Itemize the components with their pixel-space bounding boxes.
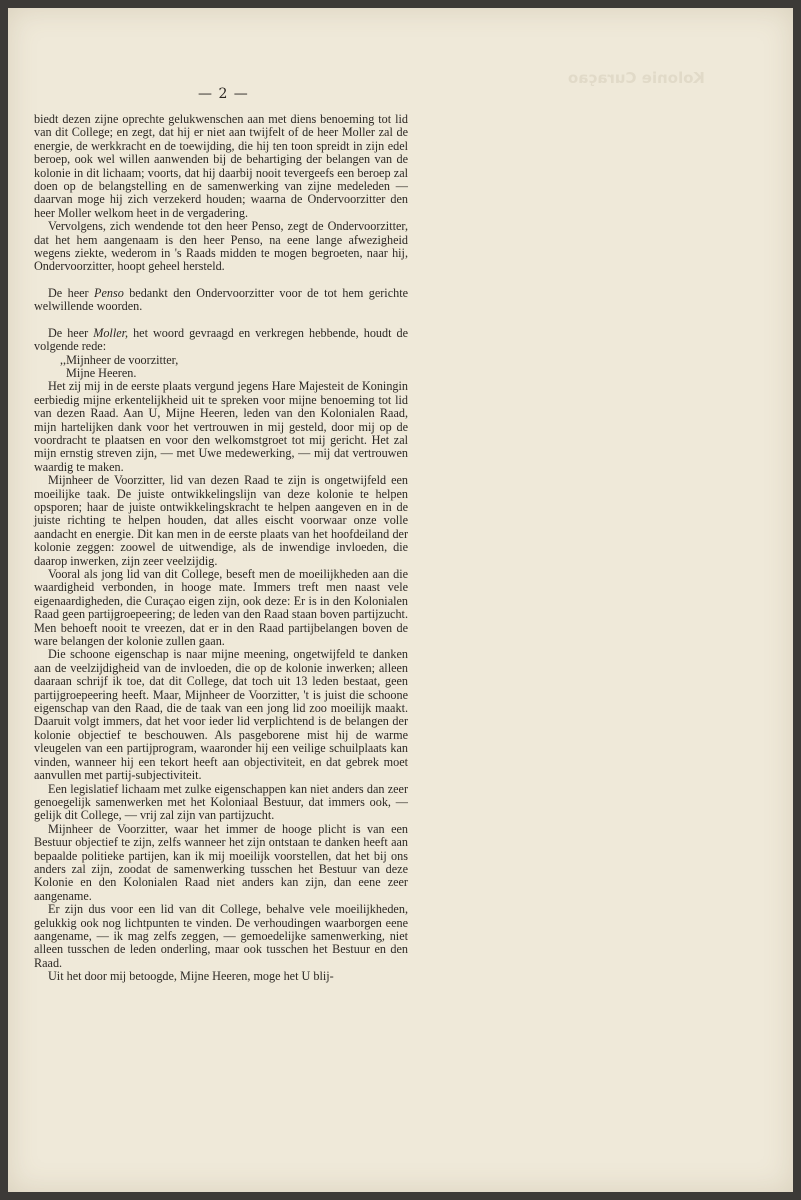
speaker-name-moller: Moller, bbox=[93, 325, 129, 340]
page-number: — 2 — bbox=[198, 86, 249, 102]
paragraph-3-post: bedankt den Ondervoorzitter voor de tot hem gerichte welwillende woorden. bbox=[34, 285, 408, 314]
paragraph-2: Vervolgens, zich wendende tot den heer Penso, zegt de Ondervoorzitter, dat het hem aangenaam is den heer Penso, na eene lange afwezigheid wegens ziekte, wederom in 's Raads midden te mogen begroeten, naar hij, Ondervoorzitter, hoopt geheel hersteld. bbox=[34, 219, 408, 274]
paragraph-9: Een legislatief lichaam met zulke eigenschappen kan niet anders dan zeer genoegelijk samenwerken met het Koloniaal Bestuur, dat immers ook, — gelijk dit College, — vrij zal zijn van partijzucht. bbox=[34, 781, 408, 823]
salutation-chairman: ,,Mijnheer de voorzitter, bbox=[60, 352, 179, 367]
paragraph-6: Mijnheer de Voorzitter, lid van dezen Raad te zijn is ongetwijfeld een moeilijke taak. De juiste ontwikkelingslijn van deze kolonie te helpen opsporen; haar de juiste ontwikkelingskracht te helpen aangeven en in de juiste richting te helpen houden, dat alles eischt voorwaar onze volle aandacht en energie. Dit kan men in de eerste plaats van het hoofdeiland der kolonie zeggen: zoowel de uitwendige, als de inwendige invloeden, die daarop inwerken, zijn zeer veelzijdig. bbox=[34, 473, 408, 568]
paragraph-8: Die schoone eigenschap is naar mijne meening, ongetwijfeld te danken aan de veelzijdigheid van de invloeden, die op de kolonie inwerken; alleen daaraan schrijf ik toe, dat dit College, dat toch uit 13 leden bestaat, geen partijgroepeering heeft. Maar, Mijnheer de Voorzitter, 't is juist die schoone eigenschap van den Raad, die de taak van een jong lid zoo moeilijk maakt. Daaruit volgt immers, dat het voor ieder lid verplichtend is de belangen der kolonie objectief te beschouwen. Als pasgeborene mist hij de warme vleugelen van een partijprogram, waaronder hij een veilige schuilplaats kan vinden, wanneer hij een tekort heeft aan objectiviteit, en dat gebrek moet aanvullen met partij-subjectiviteit. bbox=[34, 647, 408, 783]
paragraph-3-pre: De heer bbox=[48, 285, 94, 300]
body-text bbox=[34, 113, 408, 984]
paragraph-4-post: het woord gevraagd en verkregen hebbende, houdt de volgende rede: bbox=[34, 325, 408, 354]
salutation-gentlemen: Mijne Heeren. bbox=[66, 365, 137, 380]
paragraph-12: Uit het door mij betoogde, Mijne Heeren, moge het U blij- bbox=[48, 969, 334, 984]
document-page bbox=[8, 8, 793, 1192]
paragraph-4 bbox=[34, 327, 408, 354]
paragraph-3 bbox=[34, 287, 408, 314]
paragraph-11: Er zijn dus voor een lid van dit College, behalve vele moeilijkheden, gelukkig ook nog lichtpunten te vinden. De verhoudingen waarborgen eene aangename, — ik mag zelfs zeggen, — gemoedelijke samenwerking, niet alleen tusschen de leden onderling, maar ook tusschen het Bestuur en den Raad. bbox=[34, 902, 408, 970]
paragraph-10: Mijnheer de Voorzitter, waar het immer de hooge plicht is van een Bestuur objectief te zijn, zelfs wanneer het zijn ontstaan te danken heeft aan bepaalde politieke partijen, kan ik mij moeilijk voorstellen, dat het bij ons anders zal zijn, zoodat de samenwerking tusschen het Bestuur van deze Kolonie en den Kolonialen Raad niet anders kan zijn, dan eene zeer aangename. bbox=[34, 821, 408, 903]
bleed-through-text: Kolonie Curaçao bbox=[568, 69, 705, 87]
paragraph-5: Het zij mij in de eerste plaats vergund jegens Hare Majesteit de Koningin eerbiedig mijne erkentelijkheid uit te spreken voor mijne benoeming tot lid van dezen Raad. Aan U, Mijne Heeren, leden van den Kolonialen Raad, mijn hartelijken dank voor het vertrouwen in mij gesteld, door mij op de voordracht te plaatsen en voor den welkomstgroet tot mij gericht. Het zal mijn ernstig streven zijn, — met Uwe medewerking, — mij dat vertrouwen waardig te maken. bbox=[34, 379, 408, 474]
speaker-name-penso: Penso bbox=[94, 285, 124, 300]
paragraph-4-pre: De heer bbox=[48, 325, 94, 340]
paragraph-7: Vooral als jong lid van dit College, beseft men de moeilijkheden aan die waardigheid verbonden, in hooge mate. Immers treft men naast vele eigenaardigheden, die Curaçao eigen zijn, ook deze: Er is in den Kolonialen Raad geen partijgroepeering; de leden van den Raad staan boven partijzucht. Men behoeft nooit te vreezen, dat er in den Raad partijbelangen boven de ware belangen der kolonie zullen gaan. bbox=[34, 567, 408, 649]
paragraph-1: biedt dezen zijne oprechte gelukwenschen aan met diens benoeming tot lid van dit College; en zegt, dat hij er niet aan twijfelt of de heer Moller zal de energie, de werkkracht en de toewijding, die hij ten toon spreidt in zijn edel beroep, ook wel willen aanwenden bij de behartiging der belangen van de kolonie in dit lichaam; voorts, dat hij daarbij nooit tevergeefs een beroep zal doen op de belangstelling en de samenwerking van zijne medeleden — daarvan moge hij zich verzekerd houden; waarna de Ondervoorzitter den heer Moller welkom heet in de vergadering. bbox=[34, 112, 408, 220]
